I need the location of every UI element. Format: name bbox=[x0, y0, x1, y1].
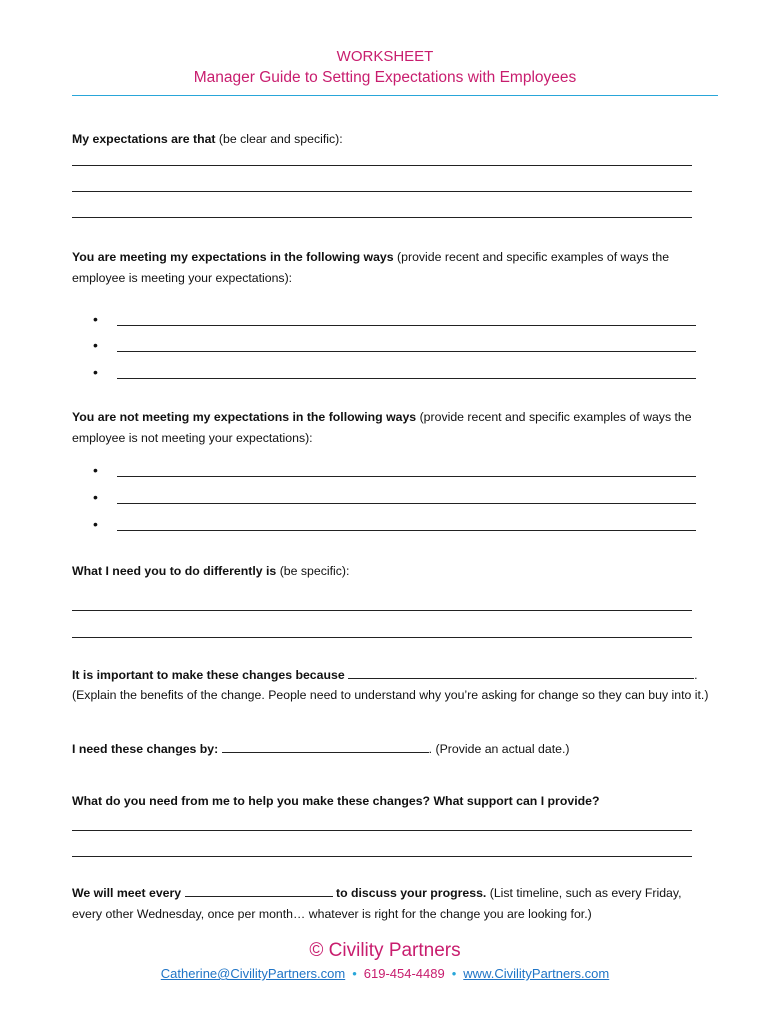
footer-email-link[interactable]: Catherine@CivilityPartners.com bbox=[160, 966, 346, 981]
by-date-note: . (Provide an actual date.) bbox=[428, 742, 570, 756]
not-meeting-line-3[interactable] bbox=[117, 530, 696, 531]
worksheet-subtitle: Manager Guide to Setting Expectations with Employees bbox=[193, 69, 577, 86]
meet-frequency-field[interactable] bbox=[185, 884, 333, 897]
meet-prompt bbox=[72, 883, 712, 925]
by-date-prompt-bold: I need these changes by: bbox=[72, 742, 219, 756]
meet-prompt-note: (List timeline, such as every Friday, every other Wednesday, once per month… whatever is right for the change you are looking for.) bbox=[72, 886, 682, 921]
differently-prompt-note: (be specific): bbox=[276, 564, 350, 578]
differently-line-1[interactable] bbox=[72, 610, 692, 611]
meeting-bullet-2: • bbox=[93, 337, 98, 353]
not-meeting-bullet-2: • bbox=[93, 489, 98, 505]
footer-contact bbox=[0, 966, 770, 981]
not-meeting-prompt bbox=[72, 407, 712, 449]
by-date-prompt bbox=[72, 739, 712, 760]
differently-prompt bbox=[72, 561, 712, 582]
meeting-bullet-3: • bbox=[93, 364, 98, 380]
support-line-2[interactable] bbox=[72, 856, 692, 857]
footer-separator-1: • bbox=[352, 966, 357, 981]
not-meeting-bullet-1: • bbox=[93, 462, 98, 478]
expectations-line-1[interactable] bbox=[72, 165, 692, 166]
not-meeting-line-2[interactable] bbox=[117, 503, 696, 504]
important-reason-field[interactable] bbox=[348, 666, 694, 679]
expectations-prompt-bold: My expectations are that bbox=[72, 132, 216, 146]
expectations-prompt-note: (be clear and specific): bbox=[215, 132, 343, 146]
footer-website-link[interactable]: www.CivilityPartners.com bbox=[463, 966, 610, 981]
footer-separator-2: • bbox=[451, 966, 457, 981]
header-divider bbox=[72, 95, 718, 96]
support-prompt bbox=[72, 791, 712, 812]
meeting-line-1[interactable] bbox=[117, 325, 696, 326]
meeting-bullet-1: • bbox=[93, 311, 98, 327]
meet-prompt-bold-a: We will meet every bbox=[72, 886, 182, 900]
meet-prompt-bold-b: to discuss your progress. bbox=[335, 886, 487, 900]
important-prompt-bold: It is important to make these changes because bbox=[72, 668, 345, 682]
meeting-prompt bbox=[72, 247, 712, 289]
important-explanation: (Explain the benefits of the change. People need to understand why you’re asking for change so they can buy into it.) bbox=[72, 688, 709, 702]
by-date-field[interactable] bbox=[222, 740, 429, 753]
support-line-1[interactable] bbox=[72, 830, 692, 831]
support-prompt-bold: What do you need from me to help you make these changes? What support can I provide? bbox=[72, 794, 600, 808]
differently-prompt-bold: What I need you to do differently is bbox=[72, 564, 277, 578]
not-meeting-line-1[interactable] bbox=[117, 476, 696, 477]
important-end-period: . bbox=[694, 668, 698, 682]
differently-line-2[interactable] bbox=[72, 637, 692, 638]
not-meeting-bullet-3: • bbox=[93, 516, 98, 532]
expectations-line-2[interactable] bbox=[72, 191, 692, 192]
expectations-line-3[interactable] bbox=[72, 217, 692, 218]
footer-brand: © Civility Partners bbox=[309, 940, 461, 961]
meeting-prompt-bold: You are meeting my expectations in the following ways bbox=[72, 250, 394, 264]
not-meeting-prompt-note: (provide recent and specific examples of ways the employee is not meeting your expectations): bbox=[72, 410, 692, 445]
meeting-line-2[interactable] bbox=[117, 351, 696, 352]
expectations-prompt bbox=[72, 129, 712, 150]
meeting-prompt-note: (provide recent and specific examples of ways the employee is meeting your expectations): bbox=[72, 250, 670, 285]
important-prompt bbox=[72, 665, 712, 686]
meeting-line-3[interactable] bbox=[117, 378, 696, 379]
not-meeting-prompt-bold: You are not meeting my expectations in the following ways bbox=[72, 410, 417, 424]
worksheet-title: WORKSHEET bbox=[336, 48, 434, 65]
footer-phone: 619-454-4489 bbox=[363, 966, 445, 981]
